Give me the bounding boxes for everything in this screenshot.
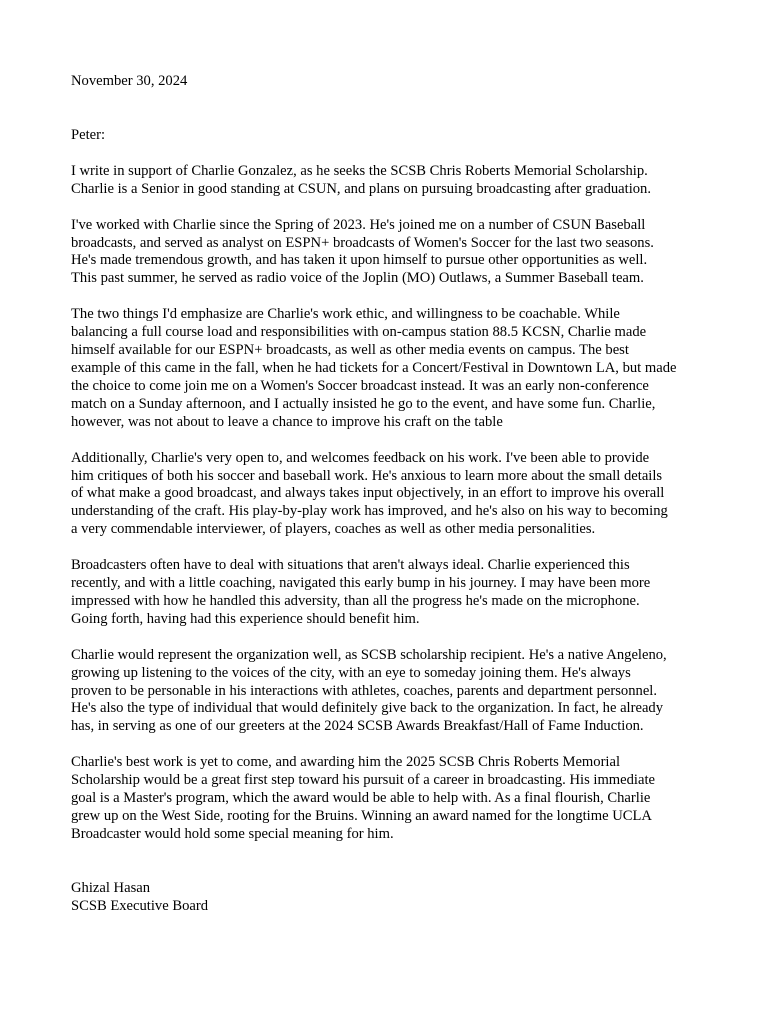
paragraph-6 <box>71 647 711 737</box>
paragraph-line: Broadcasters often have to deal with situations that aren't always ideal. Charlie experienced this <box>71 557 630 574</box>
letter-body <box>71 73 711 916</box>
paragraph-line: Going forth, having had this experience should benefit him. <box>71 610 420 627</box>
paragraph-line: Charlie's best work is yet to come, and awarding him the 2025 SCSB Chris Roberts Memorial <box>71 754 621 771</box>
closing-spacer <box>71 862 711 880</box>
paragraph-line: example of this came in the fall, when he had tickets for a Concert/Festival in Downtown LA, but made <box>71 359 677 376</box>
paragraph-line: proven to be personable in his interactions with athletes, coaches, parents and department personnel. <box>71 682 657 699</box>
paragraph-line: the choice to come join me on a Women's Soccer broadcast instead. It was an early non-conference <box>71 377 649 394</box>
signature-title: SCSB Executive Board <box>71 897 209 914</box>
paragraph-line: growing up listening to the voices of the city, with an eye to someday joining them. He's always <box>71 664 631 681</box>
paragraph-4 <box>71 450 711 540</box>
paragraph-line: him critiques of both his soccer and baseball work. He's anxious to learn more about the small details <box>71 467 663 484</box>
paragraph-line: He's also the type of individual that would definitely give back to the organization. In fact, he already <box>71 700 664 717</box>
paragraph-line: He's made tremendous growth, and has taken it upon himself to pursue other opportunities as well. <box>71 252 648 269</box>
paragraph-line: Additionally, Charlie's very open to, and welcomes feedback on his work. I've been able to provide <box>71 449 650 466</box>
paragraph-1 <box>71 163 711 199</box>
paragraph-line: Charlie is a Senior in good standing at CSUN, and plans on pursuing broadcasting after graduation. <box>71 180 651 197</box>
salutation: Peter: <box>71 126 106 143</box>
paragraph-line: balancing a full course load and responsibilities with on-campus station 88.5 KCSN, Charlie made <box>71 324 647 341</box>
paragraph-line: a very commendable interviewer, of players, coaches as well as other media personalities. <box>71 521 596 538</box>
paragraph-line: impressed with how he handled this adversity, than all the progress he's made on the microphone. <box>71 592 640 609</box>
paragraph-line: I've worked with Charlie since the Spring of 2023. He's joined me on a number of CSUN Baseball <box>71 216 646 233</box>
paragraph-line: however, was not about to leave a chance to improve his craft on the table <box>71 413 503 430</box>
paragraph-line: broadcasts, and served as analyst on ESPN+ broadcasts of Women's Soccer for the last two seasons. <box>71 234 654 251</box>
paragraph-line: match on a Sunday afternoon, and I actually insisted he go to the event, and have some fun. Charlie, <box>71 395 656 412</box>
paragraph-line: of what make a good broadcast, and always takes input objectively, in an effort to improve his overall <box>71 485 665 502</box>
paragraph-5 <box>71 557 711 629</box>
paragraph-line: understanding of the craft. His play-by-play work has improved, and he's also on his way to becoming <box>71 503 668 520</box>
paragraph-line: goal is a Master's program, which the award would be able to help with. As a final flourish, Charlie <box>71 790 651 807</box>
paragraph-line: Scholarship would be a great first step toward his pursuit of a career in broadcasting. His immediate <box>71 772 655 789</box>
paragraph-7 <box>71 754 711 844</box>
signature-block <box>71 880 711 916</box>
paragraph-line: This past summer, he served as radio voice of the Joplin (MO) Outlaws, a Summer Baseball team. <box>71 270 644 287</box>
letter-date: November 30, 2024 <box>71 73 188 89</box>
paragraph-3 <box>71 306 711 431</box>
paragraph-line: recently, and with a little coaching, navigated this early bump in his journey. I may have been more <box>71 575 651 592</box>
paragraph-line: has, in serving as one of our greeters at the 2024 SCSB Awards Breakfast/Hall of Fame Induction. <box>71 718 644 735</box>
paragraph-line: grew up on the West Side, rooting for the Bruins. Winning an award named for the longtime UCLA <box>71 808 652 824</box>
paragraph-line: Charlie would represent the organization well, as SCSB scholarship recipient. He's a native Angeleno, <box>71 646 667 663</box>
paragraph-line: I write in support of Charlie Gonzalez, as he seeks the SCSB Chris Roberts Memorial Scholarship. <box>71 162 648 179</box>
signature-name: Ghizal Hasan <box>71 879 151 896</box>
paragraph-line: himself available for our ESPN+ broadcasts, as well as other media events on campus. The best <box>71 342 629 359</box>
paragraph-line: Broadcaster would hold some special meaning for him. <box>71 825 394 842</box>
paragraph-2 <box>71 217 711 289</box>
paragraph-line: The two things I'd emphasize are Charlie's work ethic, and willingness to be coachable. While <box>71 306 620 323</box>
